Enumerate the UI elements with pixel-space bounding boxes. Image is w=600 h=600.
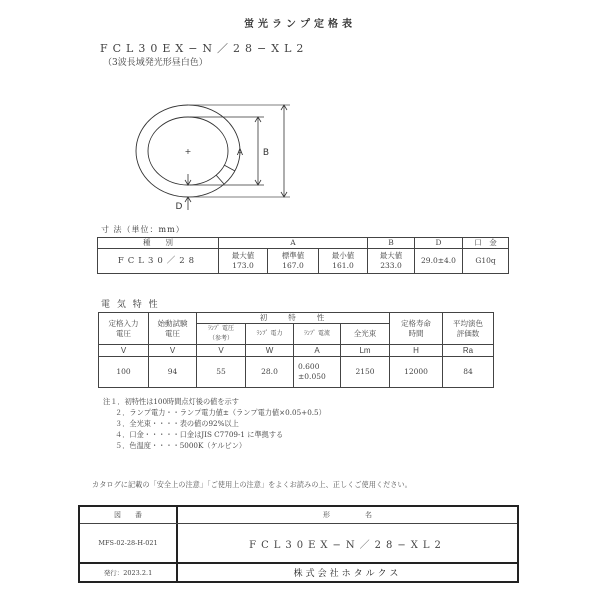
drawing-number: MFS-02-28-H-021 bbox=[98, 539, 158, 547]
header-base: 口 金 bbox=[463, 238, 509, 249]
header-line: 定格入力 bbox=[108, 318, 139, 328]
unit-cell: A bbox=[294, 345, 341, 357]
header-b: B bbox=[368, 238, 415, 249]
note-2: ２．ランプ電力・・ランプ電力値±（ランプ電力値×0.05+0.5） bbox=[115, 408, 326, 417]
drawing-no-label: 図 番 bbox=[114, 511, 142, 519]
unit-cell: W bbox=[246, 345, 294, 357]
value-lamp-power: 28.0 bbox=[246, 357, 294, 388]
header-start-test-voltage bbox=[149, 313, 197, 345]
lamp-type-subtitle: （3波長域発光形昼白色） bbox=[103, 58, 208, 68]
unit-cell: V bbox=[99, 345, 149, 357]
b-max-label: 最大値 bbox=[379, 251, 403, 260]
header-lamp-power: ﾗﾝﾌﾟ 電力 bbox=[246, 324, 294, 345]
model-name: FCL30EX−N／28−XL2 bbox=[249, 539, 446, 551]
type-value: FCL30／28 bbox=[98, 249, 219, 274]
a-max-value: 173.0 bbox=[232, 261, 254, 270]
model-name-label: 形 名 bbox=[323, 511, 372, 519]
header-type: 種 別 bbox=[98, 238, 219, 249]
header-initial-characteristics: 初 特 性 bbox=[197, 313, 390, 324]
unit-cell: V bbox=[149, 345, 197, 357]
note-4: ４．口金・・・・・口金はJIS C7709-1 に準拠する bbox=[115, 430, 284, 439]
unit-cell: H bbox=[390, 345, 443, 357]
header-line: 始動試験 bbox=[157, 318, 188, 328]
unit-cell: Lm bbox=[341, 345, 390, 357]
a-std-value: 167.0 bbox=[282, 261, 304, 270]
value-rated-life: 12000 bbox=[390, 357, 443, 388]
value-lamp-voltage: 55 bbox=[197, 357, 246, 388]
header-rated-life bbox=[390, 313, 443, 345]
d-value: 29.0±4.0 bbox=[415, 249, 463, 274]
header-cri bbox=[443, 313, 494, 345]
document-title: 蛍光ランプ定格表 bbox=[244, 19, 356, 30]
header-luminous-flux: 全光束 bbox=[341, 324, 390, 345]
issue-date: 発行：2023.2.1 bbox=[103, 569, 153, 577]
value-luminous-flux: 2150 bbox=[341, 357, 390, 388]
header-lamp-current: ﾗﾝﾌﾟ 電流 bbox=[294, 324, 341, 345]
unit-cell: Ra bbox=[443, 345, 494, 357]
unit-cell: V bbox=[197, 345, 246, 357]
header-line: 電圧 bbox=[116, 328, 131, 338]
center-mark: + bbox=[184, 147, 192, 156]
company-name: 株式会社ホタルクス bbox=[293, 569, 402, 579]
title-block bbox=[78, 505, 519, 583]
header-line: 電圧 bbox=[165, 328, 180, 338]
value-lamp-current bbox=[294, 357, 341, 388]
dimensions-heading: 寸 法（単位：mm） bbox=[101, 225, 185, 234]
b-max-cell bbox=[368, 249, 415, 274]
label-d: D bbox=[175, 202, 183, 212]
lamp-current-nominal: 0.600 bbox=[298, 362, 320, 371]
b-max-value: 233.0 bbox=[380, 261, 402, 270]
a-max-cell bbox=[219, 249, 268, 274]
header-line: 評価数 bbox=[456, 328, 480, 338]
a-min-cell bbox=[319, 249, 368, 274]
value-cri: 84 bbox=[443, 357, 494, 388]
value-rated-input-voltage: 100 bbox=[99, 357, 149, 388]
note-3: ３．全光束・・・・表の値の92%以上 bbox=[115, 419, 239, 428]
value-start-test-voltage: 94 bbox=[149, 357, 197, 388]
a-std-cell bbox=[268, 249, 319, 274]
note-1: 注１．初特性は100時間点灯後の値を示す bbox=[103, 397, 239, 406]
label-a: A bbox=[236, 148, 244, 158]
header-line: （参考） bbox=[208, 335, 233, 342]
notes bbox=[103, 396, 326, 451]
a-std-label: 標準値 bbox=[281, 251, 305, 260]
note-5: ５．色温度・・・・5000K（ケルビン） bbox=[115, 441, 247, 450]
header-line: 時間 bbox=[408, 328, 424, 338]
a-min-label: 最小値 bbox=[331, 251, 355, 260]
header-d: D bbox=[415, 238, 463, 249]
a-max-label: 最大値 bbox=[231, 251, 255, 260]
header-line: ﾗﾝﾌﾟ 電圧 bbox=[208, 325, 234, 332]
lamp-current-tolerance: ±0.050 bbox=[298, 372, 326, 381]
model-number: FCL30EX−N／28−XL2 bbox=[100, 42, 309, 55]
header-lamp-voltage bbox=[197, 324, 246, 345]
base-value: G10q bbox=[463, 249, 509, 274]
lamp-dimension-diagram bbox=[0, 0, 600, 230]
electrical-heading: 電 気 特 性 bbox=[101, 300, 160, 310]
catalog-notice: カタログに記載の「安全上の注意」「ご使用上の注意」をよくお読みの上、正しくご使用ください。 bbox=[92, 480, 412, 489]
electrical-table bbox=[98, 312, 494, 388]
header-line: 定格寿命 bbox=[401, 318, 431, 328]
header-a: A bbox=[219, 238, 368, 249]
header-line: 平均演色 bbox=[453, 318, 483, 328]
label-b: B bbox=[262, 148, 270, 158]
a-min-value: 161.0 bbox=[332, 261, 354, 270]
header-rated-input-voltage bbox=[99, 313, 149, 345]
dimensions-table bbox=[97, 237, 509, 274]
